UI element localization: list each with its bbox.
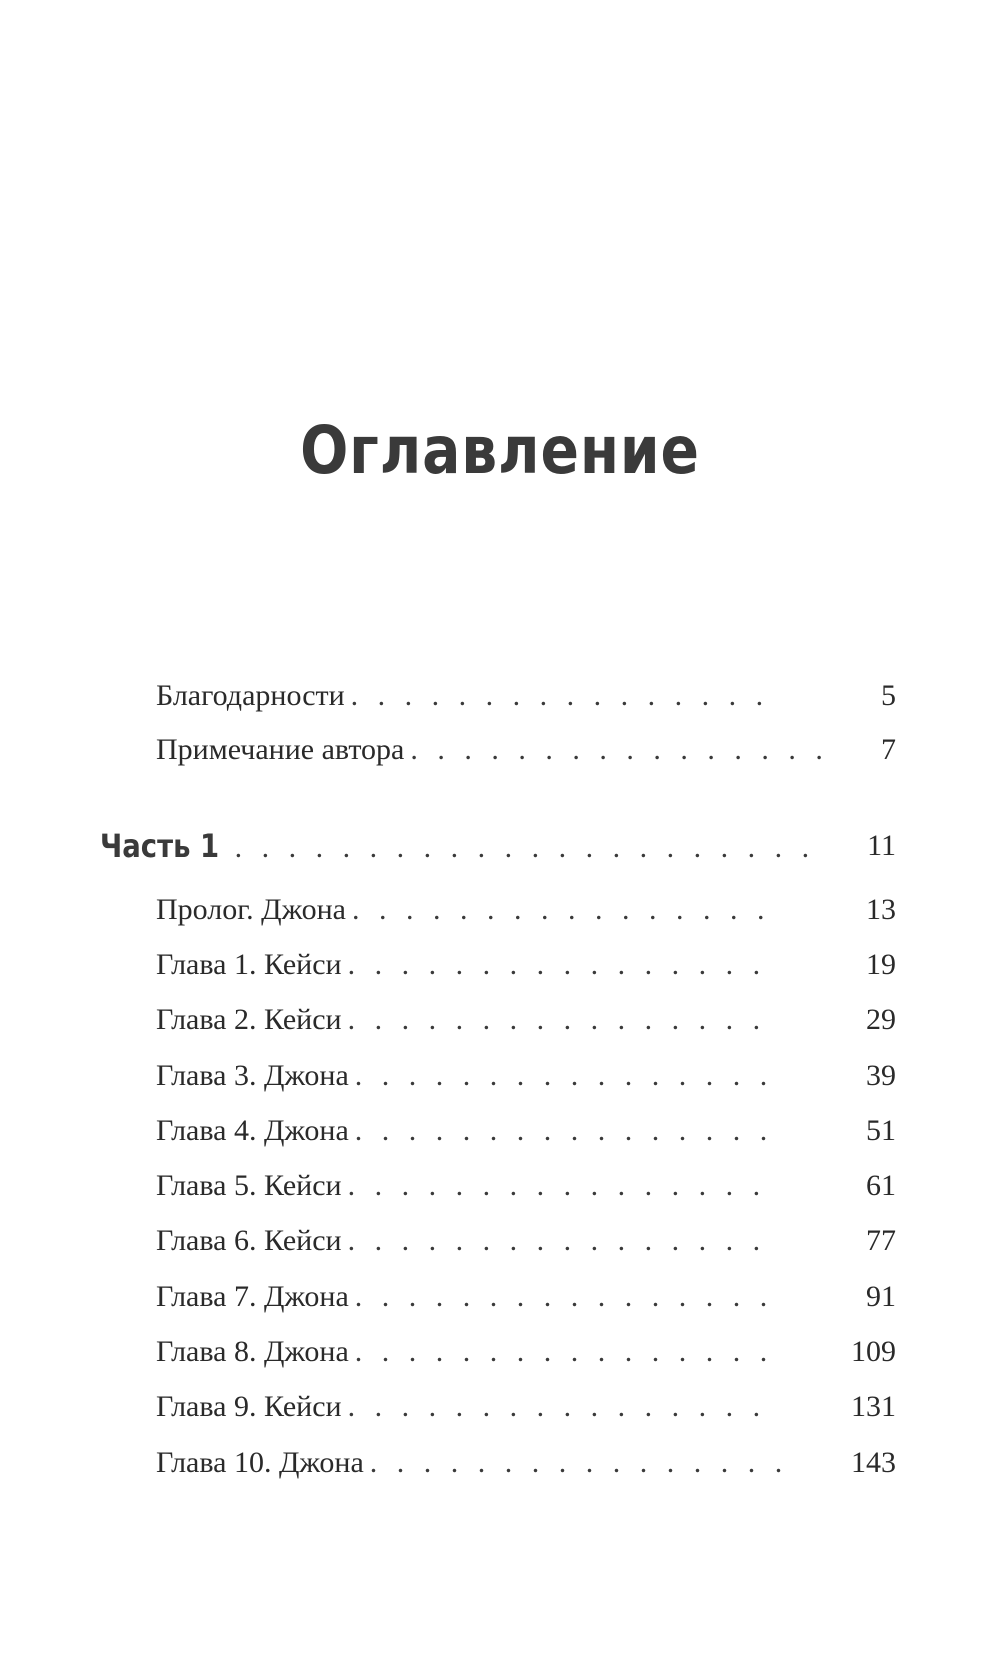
dot-leader [370,1443,790,1483]
toc-page-number: 61 [866,1169,896,1202]
toc-entry-label: Глава 6. Кейси [156,1224,342,1257]
dot-leader [348,1221,768,1261]
dot-leader [348,1000,768,1040]
toc-entry-label: Глава 1. Кейси [156,948,342,981]
dot-leader [235,828,825,868]
toc-page-number: 5 [881,679,896,712]
toc-entry-part-1[interactable] [100,826,896,866]
toc-page-number: 19 [866,948,896,981]
dot-leader [410,730,830,770]
dot-leader [355,1277,775,1317]
toc-page-number: 143 [851,1446,896,1479]
dot-leader [348,1166,768,1206]
toc-page-number: 39 [866,1059,896,1092]
dot-leader [351,676,771,716]
toc-page-number: 29 [866,1003,896,1036]
toc-entry-chapter-3[interactable] [156,1056,896,1096]
toc-page-number: 51 [866,1114,896,1147]
toc-entry-label: Глава 5. Кейси [156,1169,342,1202]
toc-entry-chapter-9[interactable] [156,1387,896,1427]
dot-leader [355,1332,775,1372]
toc-page-number: 77 [866,1224,896,1257]
toc-entry-author-note[interactable] [156,730,896,770]
toc-entry-prologue[interactable] [156,890,896,930]
toc-entry-chapter-4[interactable] [156,1111,896,1151]
toc-entry-chapter-6[interactable] [156,1221,896,1261]
toc-entry-chapter-10[interactable] [156,1443,896,1483]
toc-entry-label: Благодарности [156,679,345,712]
toc-entry-label: Глава 9. Кейси [156,1390,342,1423]
dot-leader [352,890,772,930]
toc-entry-chapter-1[interactable] [156,945,896,985]
toc-entry-label: Глава 8. Джона [156,1335,349,1368]
toc-entry-label: Глава 4. Джона [156,1114,349,1147]
toc-entry-label: Глава 2. Кейси [156,1003,342,1036]
toc-page-number: 91 [866,1280,896,1313]
toc-entry-chapter-2[interactable] [156,1000,896,1040]
toc-entry-chapter-7[interactable] [156,1277,896,1317]
toc-page-number: 131 [851,1390,896,1423]
dot-leader [355,1056,775,1096]
dot-leader [355,1111,775,1151]
toc-entry-label: Глава 7. Джона [156,1280,349,1313]
toc-entry-label: Глава 10. Джона [156,1446,364,1479]
dot-leader [348,1387,768,1427]
toc-page-number: 13 [866,893,896,926]
toc-entry-chapter-5[interactable] [156,1166,896,1206]
toc-part-label: Часть 1 [100,827,220,865]
toc-entry-chapter-8[interactable] [156,1332,896,1372]
toc-entry-label: Пролог. Джона [156,893,346,926]
toc-page-number: 11 [867,829,896,862]
toc-page-number: 109 [851,1335,896,1368]
dot-leader [348,945,768,985]
page-title: Оглавление [300,412,700,489]
toc-entry-label: Глава 3. Джона [156,1059,349,1092]
toc-page-number: 7 [881,733,896,766]
toc-entry-label: Примечание автора [156,733,405,766]
toc-entry-acknowledgements[interactable] [156,676,896,716]
